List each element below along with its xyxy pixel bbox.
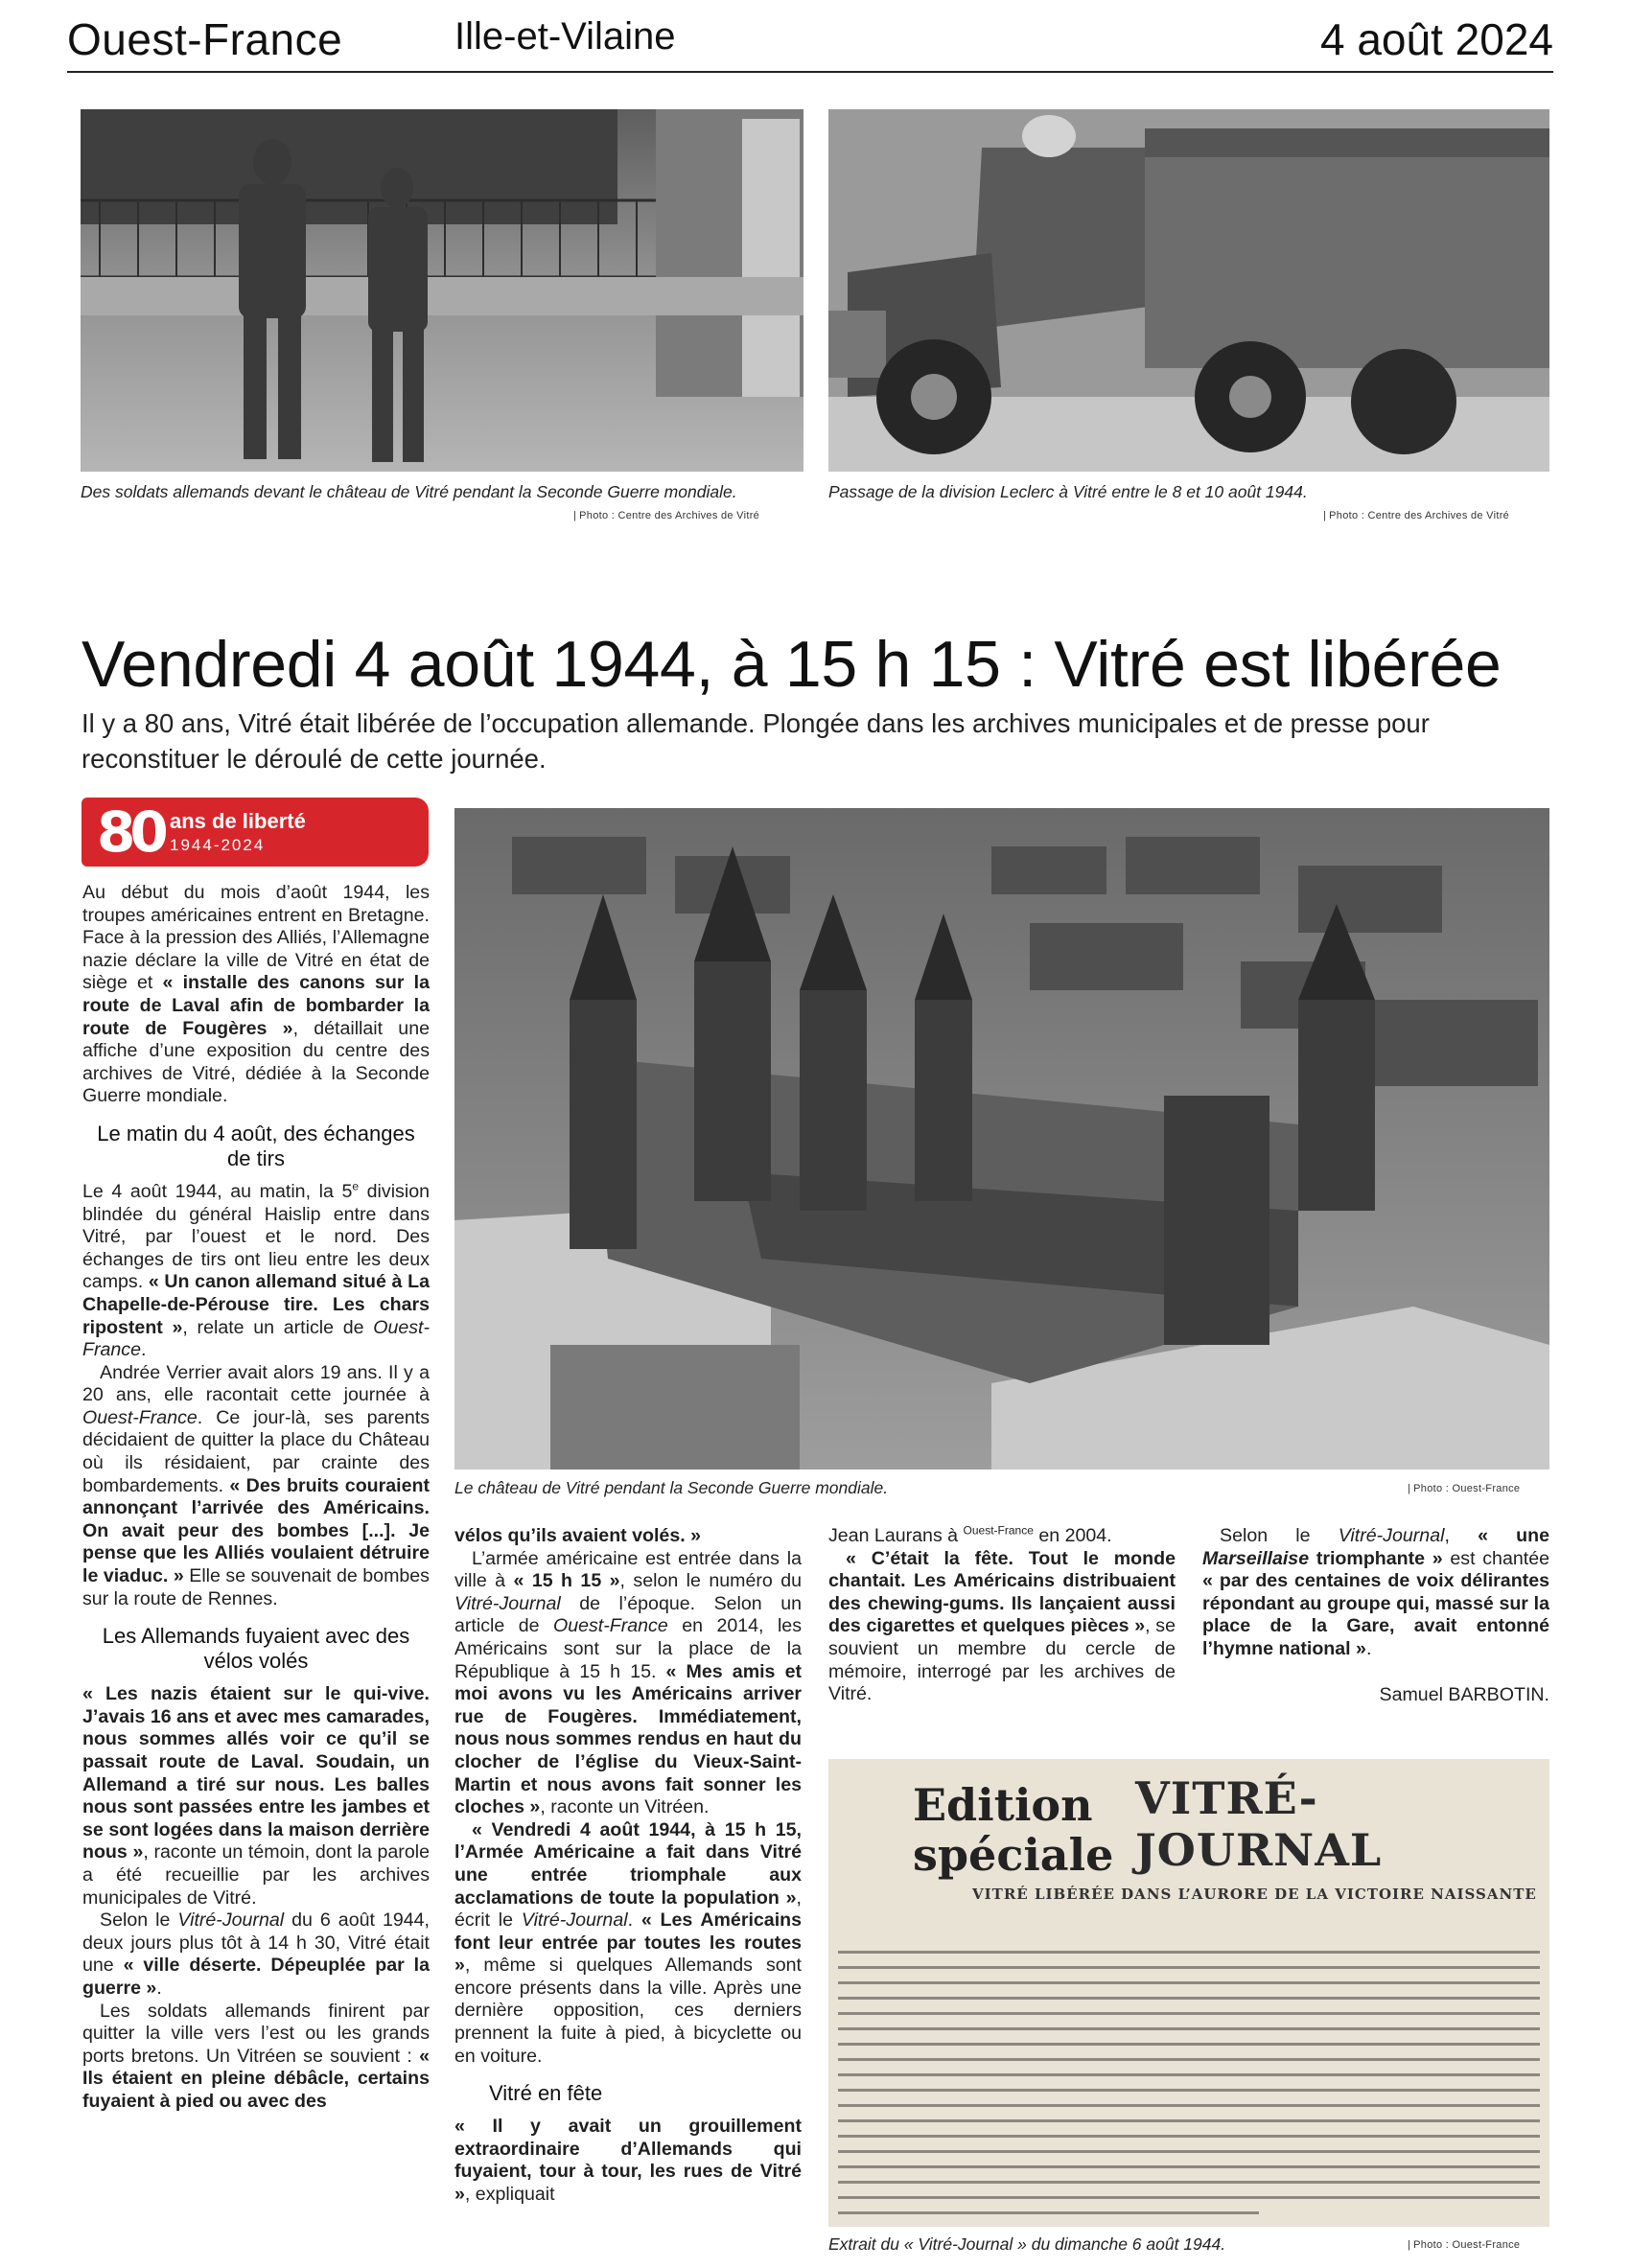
paragraph: Andrée Verrier avait alors 19 ans. Il y a 20 ans, elle racontait cette journée à Ouest-France. Ce jour-là, ses parents décidaient de quitter la place du Château où ils résidaient, par crainte des bombardements. « Des bruits couraient annonçant l’arrivée des Américains. On avait peur des bombes [...]. Je pense que les Alliés voulaient détruire le viaduc. » Elle se souvenait de bombes sur la route de Rennes. <box>82 1361 430 1609</box>
paragraph: Jean Laurans à $^{Ouest-France}$ en 2004. <box>828 1523 1112 1546</box>
paragraph: vélos qu’ils avaient volés. » <box>454 1525 702 1546</box>
photo3-credit: | Photo : Ouest-France <box>1408 1483 1521 1494</box>
badge-label: ans de liberté <box>170 809 306 833</box>
article-column-4 <box>1202 1525 1549 1706</box>
photo4-credit: | Photo : Ouest-France <box>1408 2239 1521 2251</box>
paragraph: L’armée américaine est entrée dans la ville à « 15 h 15 », selon le numéro du Vitré-Journal de l’époque. Selon un article de Ouest-France en 2014, les Américains sont sur la place de la République à 15 h 15. « Mes amis et moi avons vu les Américains arriver rue de Fougères. Immédiatement, nous nous sommes rendus en haut du clocher de l’église du Vieux-Saint-Martin et nous avons fait sonner les cloches », raconte un Vitréen. <box>454 1547 802 1818</box>
paragraph: Selon le Vitré-Journal, « une Marseillaise triomphante » est chantée « par des centaines de voix délirantes répondant au groupe qui, massé sur la place de la Gare, avait entonné l’hymne national ». <box>1202 1525 1549 1659</box>
photo1-credit: | Photo : Centre des Archives de Vitré <box>573 510 760 521</box>
issue-date: 4 août 2024 <box>1319 14 1553 64</box>
anniversary-badge <box>82 798 429 867</box>
facsimile-masthead: VITRÉ-JOURNAL <box>1135 1772 1383 1876</box>
paragraph: « C’était la fête. Tout le monde chantait. Les Américains distribuaient des chewing-gums. Ils lançaient aussi des cigarettes et quelques pièces », se souvient un membre du cercle de mémoire, interrogé par les archives de Vitré. <box>828 1547 1176 1705</box>
badge-number: 80 <box>97 799 163 865</box>
header-rule <box>67 71 1553 73</box>
vitre-journal-facsimile <box>828 1759 1549 2227</box>
subheading: Les Allemands fuyaient avec des vélos volés <box>102 1624 410 1674</box>
facsimile-text-lines <box>838 1903 1540 2227</box>
photo-german-soldiers <box>81 109 803 472</box>
photo-leclerc-division <box>828 109 1549 472</box>
author-signature: Samuel BARBOTIN. <box>1379 1683 1549 1705</box>
facsimile-edition-label: Edition spéciale <box>913 1779 1114 1881</box>
photo-castle-aerial <box>454 808 1549 1470</box>
facsimile-banner: VITRÉ LIBÉRÉE DANS L’AURORE DE LA VICTOIRE NAISSANTE <box>972 1886 1537 1903</box>
article-column-1 <box>82 882 430 2114</box>
paragraph: Les soldats allemands finirent par quitter la ville vers l’est ou les grands ports bretons. Un Vitréen se souvient : « Ils étaient en pleine débâcle, certains fuyaient à pied ou avec des <box>82 2000 430 2112</box>
photo2-credit: | Photo : Centre des Archives de Vitré <box>1323 510 1510 521</box>
article-column-2 <box>454 1525 802 2207</box>
newspaper-brand: Ouest-France <box>67 14 343 64</box>
headline: Vendredi 4 août 1944, à 15 h 15 : Vitré est libérée <box>82 628 1502 701</box>
photo1-caption: Des soldats allemands devant le château de Vitré pendant la Seconde Guerre mondiale. <box>81 482 737 501</box>
paragraph: Le 4 août 1944, au matin, la 5e division blindée du général Haislip entre dans Vitré, par l’ouest et le nord. Des échanges de tirs ont lieu entre les deux camps. « Un canon allemand situé à La Chapelle-de-Pérouse tire. Les chars ripostent », relate un article de Ouest-France. <box>82 1179 431 1361</box>
subheading: Vitré en fête <box>489 2081 603 2106</box>
photo4-caption: Extrait du « Vitré-Journal » du dimanche 6 août 1944. <box>828 2234 1226 2254</box>
section-name: Ille-et-Vilaine <box>454 15 676 58</box>
standfirst: Il y a 80 ans, Vitré était libérée de l’occupation allemande. Plongée dans les archives municipales et de presse pour reconstituer le déroulé de cette journée. <box>82 708 1430 774</box>
paragraph: Selon le Vitré-Journal du 6 août 1944, deux jours plus tôt à 14 h 30, Vitré était une « ville déserte. Dépeuplée par la guerre ». <box>82 1909 430 1999</box>
paragraph: « Les nazis étaient sur le qui-vive. J’avais 16 ans et avec mes camarades, nous sommes allés voir ce qu’il se passait route de Laval. Soudain, un Allemand a tiré sur nous. Les balles nous sont passées entre les jambes et se sont logées dans la maison derrière nous », raconte un témoin, dont la parole a été recueillie par les archives municipales de Vitré. <box>82 1683 430 1909</box>
badge-years: 1944-2024 <box>170 836 266 854</box>
paragraph: « Il y avait un grouillement extraordinaire d’Allemands qui fuyaient, tour à tour, les rues de Vitré », expliquait <box>454 2116 802 2206</box>
article-column-3 <box>828 1525 1176 1706</box>
subheading: Le matin du 4 août, des échanges de tirs <box>97 1121 415 1170</box>
photo3-caption: Le château de Vitré pendant la Seconde Guerre mondiale. <box>454 1478 889 1497</box>
paragraph: « Vendredi 4 août 1944, à 15 h 15, l’Armée Américaine a fait dans Vitré une entrée triomphale aux acclamations de toute la population », écrit le Vitré-Journal. « Les Américains font leur entrée par toutes les routes », même si quelques Allemands sont encore présents dans la ville. Après une dernière opposition, ces derniers prennent la fuite à pied, à bicyclette ou en voiture. <box>454 1818 803 2067</box>
paragraph: Au début du mois d’août 1944, les troupes américaines entrent en Bretagne. Face à la pression des Alliés, l’Allemagne nazie déclare la ville de Vitré en état de siège et « installe des canons sur la route de Laval afin de bombarder la route de Fougères », détaillait une affiche d’une exposition du centre des archives de Vitré, dédiée à la Seconde Guerre mondiale. <box>82 882 430 1107</box>
photo2-caption: Passage de la division Leclerc à Vitré entre le 8 et 10 août 1944. <box>828 482 1308 501</box>
